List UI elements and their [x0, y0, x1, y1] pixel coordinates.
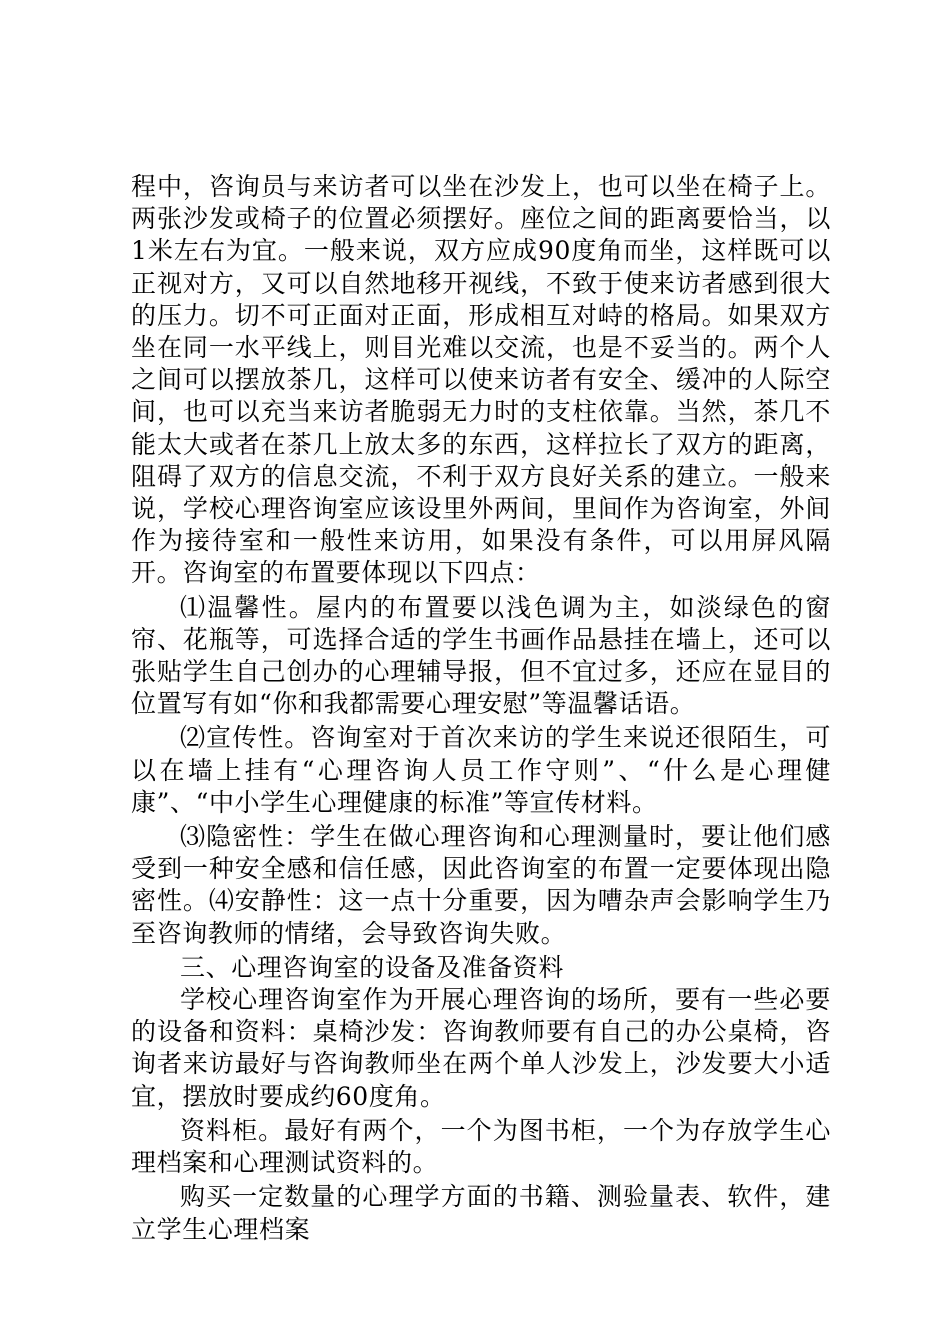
paragraph-equipment-furniture: 学校心理咨询室作为开展心理咨询的场所，要有一些必要的设备和资料：桌椅沙发：咨询教师要有自己的办公桌椅，咨询者来访最好与咨询教师坐在两个单人沙发上，沙发要大小适宜，摆放时要成约60度角。	[131, 985, 831, 1111]
paragraph-privacy-quiet: ⑶隐密性：学生在做心理咨询和心理测量时，要让他们感受到一种安全感和信任感，因此咨询室的布置一定要体现出隐密性。⑷安静性：这一点十分重要，因为嘈杂声会影响学生乃至咨询教师的情绪，会导致咨询失败。	[131, 822, 831, 948]
paragraph-publicity: ⑵宣传性。咨询室对于首次来访的学生来说还很陌生，可以在墙上挂有“心理咨询人员工作守则”、“什么是心理健康”、“中小学生心理健康的标准”等宣传材料。	[131, 723, 831, 817]
paragraph-cabinets: 资料柜。最好有两个，一个为图书柜，一个为存放学生心理档案和心理测试资料的。	[131, 1115, 831, 1178]
paragraph-books-archives: 购买一定数量的心理学方面的书籍、测验量表、软件，建立学生心理档案	[131, 1182, 831, 1244]
section-heading-equipment: 三、心理咨询室的设备及准备资料	[180, 952, 565, 982]
paragraph-warmth: ⑴温馨性。屋内的布置要以浅色调为主，如淡绿色的窗帘、花瓶等，可选择合适的学生书画作品悬挂在墙上，还可以张贴学生自己创办的心理辅导报，但不宜过多，还应在显目的位置写有如“你和我都需要心理安慰”等温馨话语。	[131, 592, 831, 719]
paragraph-consultation-room-layout: 程中，咨询员与来访者可以坐在沙发上，也可以坐在椅子上。两张沙发或椅子的位置必须摆好。座位之间的距离要恰当，以1米左右为宜。一般来说，双方应成90度角而坐，这样既可以正视对方，又可以自然地移开视线，不致于使来访者感到很大的压力。切不可正面对正面，形成相互对峙的格局。如果双方坐在同一水平线上，则目光难以交流，也是不妥当的。两个人之间可以摆放茶几，这样可以使来访者有安全、缓冲的人际空间，也可以充当来访者脆弱无力时的支柱依靠。当然，茶几不能太大或者在茶几上放太多的东西，这样拉长了双方的距离，阻碍了双方的信息交流，不利于双方良好关系的建立。一般来说，学校心理咨询室应该设里外两间，里间作为咨询室，外间作为接待室和一般性来访用，如果没有条件，可以用屏风隔开。咨询室的布置要体现以下四点：	[131, 172, 831, 588]
document-body	[131, 171, 831, 1246]
